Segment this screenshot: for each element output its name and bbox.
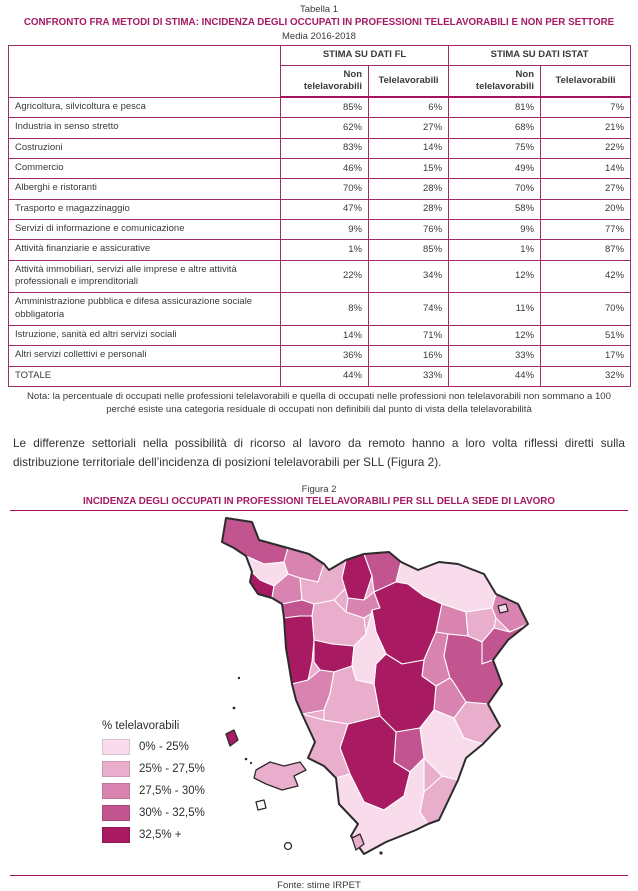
footer-rule: [10, 875, 628, 876]
legend-item: [102, 805, 205, 821]
value-cell: 87%: [541, 240, 631, 260]
value-cell: 44%: [281, 366, 369, 386]
value-cell: 34%: [369, 260, 449, 293]
value-cell: 32%: [541, 366, 631, 386]
value-cell: 33%: [449, 346, 541, 366]
figure-caption-number: Figura 2: [301, 483, 337, 495]
table-title: CONFRONTO FRA METODI DI STIMA: INCIDENZA DEGLI OCCUPATI IN PROFESSIONI TELELAVORABILI E NON PER SETTORE: [23, 17, 615, 28]
choropleth-figure: [0, 512, 638, 872]
value-cell: 9%: [449, 219, 541, 239]
value-cell: 42%: [541, 260, 631, 293]
value-cell: 21%: [541, 118, 631, 138]
value-cell: 27%: [369, 118, 449, 138]
table-row: [9, 293, 631, 326]
sector-label-cell: Commercio: [9, 158, 281, 178]
islet-dot: [238, 676, 240, 678]
value-cell: 70%: [541, 293, 631, 326]
value-cell: 12%: [449, 326, 541, 346]
sector-label-cell: Servizi di informazione e comunicazione: [9, 219, 281, 239]
value-cell: 83%: [281, 138, 369, 158]
value-cell: 70%: [449, 179, 541, 199]
table-row: [9, 260, 631, 293]
value-cell: 28%: [369, 199, 449, 219]
sector-label-cell: Industria in senso stretto: [9, 118, 281, 138]
value-cell: 70%: [281, 179, 369, 199]
value-cell: 14%: [369, 138, 449, 158]
table-header: [9, 45, 631, 97]
value-cell: 68%: [449, 118, 541, 138]
legend-title: % telelavorabili: [102, 719, 180, 732]
legend-label: 27,5% - 30%: [139, 784, 205, 797]
island-montecristo: [285, 842, 292, 849]
value-cell: 11%: [449, 293, 541, 326]
table-row: [9, 240, 631, 260]
legend-swatch: [102, 739, 130, 755]
legend-item: [102, 739, 205, 755]
value-cell: 12%: [449, 260, 541, 293]
value-cell: 20%: [541, 199, 631, 219]
legend-label: 32,5% +: [139, 828, 182, 841]
legend-label: 25% - 27,5%: [139, 762, 205, 775]
value-cell: 1%: [281, 240, 369, 260]
legend-label: 30% - 32,5%: [139, 806, 205, 819]
document-header: [0, 0, 638, 42]
table-row: [9, 219, 631, 239]
empty-corner-cell: [9, 45, 281, 97]
sector-label-cell: Agricoltura, silvicoltura e pesca: [9, 97, 281, 117]
value-cell: 6%: [369, 97, 449, 117]
value-cell: 81%: [449, 97, 541, 117]
subheader-fl-tele: Telelavorabili: [369, 65, 449, 97]
value-cell: 16%: [369, 346, 449, 366]
subheader-fl-non: Non telelavorabili: [281, 65, 369, 97]
table-body: [9, 97, 631, 386]
subheader-istat-tele: Telelavorabili: [541, 65, 631, 97]
group-header-row: [9, 45, 631, 65]
sector-label-cell: Istruzione, sanità ed altri servizi sociali: [9, 326, 281, 346]
value-cell: 44%: [449, 366, 541, 386]
table-row: [9, 179, 631, 199]
sector-label-cell: Altri servizi collettivi e personali: [9, 346, 281, 366]
table-row: [9, 97, 631, 117]
island-capraia: [226, 730, 238, 746]
legend-item: [102, 761, 205, 777]
sector-label-cell: Trasporto e magazzinaggio: [9, 199, 281, 219]
estimate-comparison-table: [8, 45, 631, 387]
sector-label-cell: Attività immobiliari, servizi alle imprese e altre attività professionali e imprenditoriali: [9, 260, 281, 293]
value-cell: 58%: [449, 199, 541, 219]
group-header-fl: STIMA SU DATI FL: [281, 45, 449, 65]
legend-label: 0% - 25%: [139, 740, 189, 753]
table-subtitle: Media 2016-2018: [282, 30, 356, 42]
legend-swatch: [102, 761, 130, 777]
table-row: [9, 346, 631, 366]
island-exclave: [498, 604, 508, 613]
value-cell: 75%: [449, 138, 541, 158]
value-cell: 85%: [281, 97, 369, 117]
value-cell: 47%: [281, 199, 369, 219]
value-cell: 71%: [369, 326, 449, 346]
value-cell: 28%: [369, 179, 449, 199]
legend-swatch: [102, 783, 130, 799]
table-row: [9, 158, 631, 178]
source-note: Fonte: stime IRPET: [277, 879, 361, 891]
value-cell: 85%: [369, 240, 449, 260]
subheader-istat-non: Non telelavorabili: [449, 65, 541, 97]
island-elba: [254, 762, 306, 790]
value-cell: 22%: [281, 260, 369, 293]
island-pianosa: [256, 800, 266, 810]
group-header-istat: STIMA SU DATI ISTAT: [449, 45, 631, 65]
table-row: [9, 118, 631, 138]
islet-dot: [250, 762, 252, 764]
legend-swatch: [102, 827, 130, 843]
sector-label-cell: Attività finanziarie e assicurative: [9, 240, 281, 260]
value-cell: 22%: [541, 138, 631, 158]
table-row: [9, 366, 631, 386]
value-cell: 33%: [369, 366, 449, 386]
body-paragraph: Le differenze settoriali nella possibilità di ricorso al lavoro da remoto hanno a loro volta riflessi diretti sulla distribuzione territoriale dell’incidenza di posizioni telelavorabili per SLL (Figura 2).: [13, 435, 625, 469]
table-note: Nota: la percentuale di occupati nelle professioni telelavorabili e quella di occupati nelle professioni non telelavorabili non sommano a 100 perché esiste una categoria residuale di occupati non definibili dal punto di vista della telelavorabilità: [27, 391, 611, 415]
figure-title: INCIDENZA DEGLI OCCUPATI IN PROFESSIONI TELELAVORABILI PER SLL DELLA SEDE DI LAVORO: [83, 495, 555, 507]
value-cell: 14%: [281, 326, 369, 346]
sector-label-cell: TOTALE: [9, 366, 281, 386]
value-cell: 76%: [369, 219, 449, 239]
value-cell: 17%: [541, 346, 631, 366]
table-row: [9, 138, 631, 158]
value-cell: 74%: [369, 293, 449, 326]
table-row: [9, 326, 631, 346]
value-cell: 7%: [541, 97, 631, 117]
sector-label-cell: Costruzioni: [9, 138, 281, 158]
value-cell: 62%: [281, 118, 369, 138]
table-caption-number: Tabella 1: [299, 4, 339, 15]
map-legend: [102, 720, 205, 849]
sector-label-cell: Amministrazione pubblica e difesa assicurazione sociale obbligatoria: [9, 293, 281, 326]
value-cell: 14%: [541, 158, 631, 178]
value-cell: 8%: [281, 293, 369, 326]
value-cell: 9%: [281, 219, 369, 239]
islet-dot: [233, 706, 236, 709]
tuscany-map: [196, 512, 576, 872]
value-cell: 77%: [541, 219, 631, 239]
legend-item: [102, 783, 205, 799]
sector-label-cell: Alberghi e ristoranti: [9, 179, 281, 199]
figure-header: [0, 484, 638, 507]
value-cell: 46%: [281, 158, 369, 178]
value-cell: 51%: [541, 326, 631, 346]
value-cell: 15%: [369, 158, 449, 178]
figure-title-rule: [10, 510, 628, 511]
value-cell: 27%: [541, 179, 631, 199]
value-cell: 1%: [449, 240, 541, 260]
legend-items: [102, 739, 205, 843]
table-row: [9, 199, 631, 219]
value-cell: 49%: [449, 158, 541, 178]
islet-dot: [379, 851, 382, 854]
map-regions: [222, 518, 528, 854]
legend-item: [102, 827, 205, 843]
legend-swatch: [102, 805, 130, 821]
value-cell: 36%: [281, 346, 369, 366]
islet-dot: [245, 757, 248, 760]
